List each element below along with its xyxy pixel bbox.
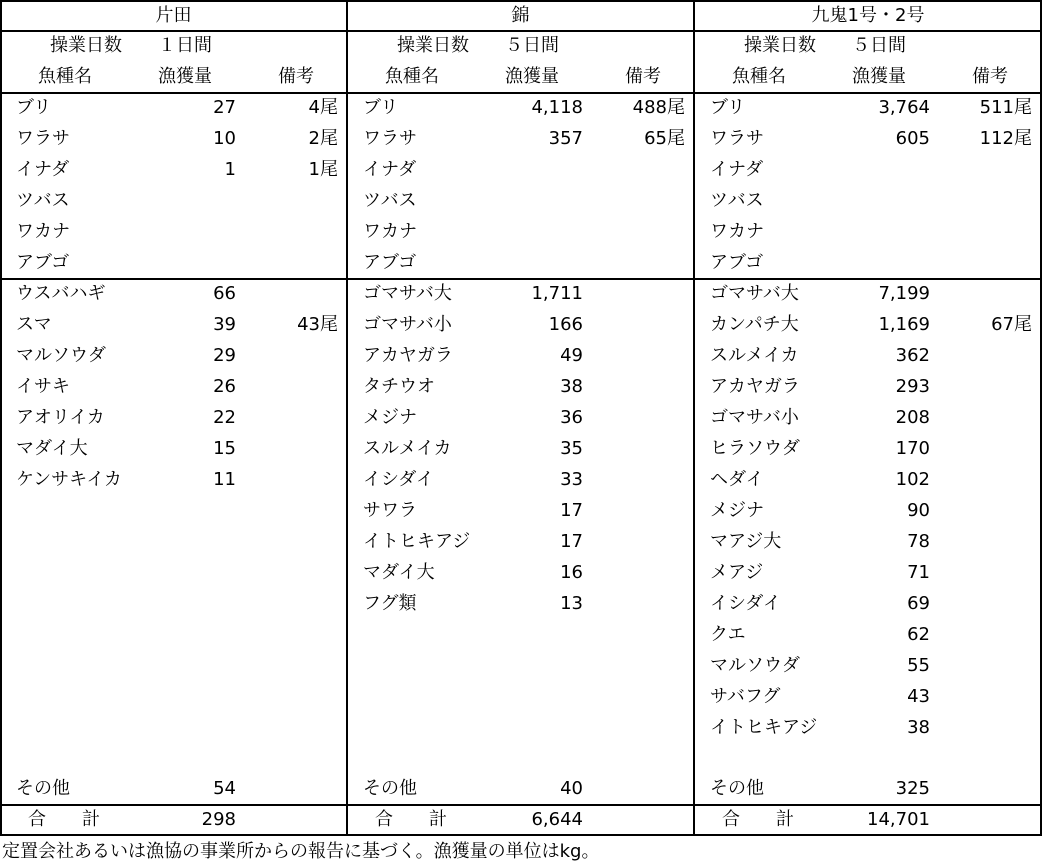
catch-value: 1,169 — [878, 314, 930, 335]
catch-value: 22 — [213, 407, 236, 428]
catch-value: 69 — [907, 593, 930, 614]
species-name: カンパチ大 — [710, 314, 799, 335]
species-name: ゴマサバ大 — [363, 283, 452, 304]
catch-value: 102 — [895, 469, 930, 490]
species-name: タチウオ — [363, 376, 435, 397]
catch-value: 71 — [907, 562, 930, 583]
species-name: ツバス — [710, 190, 764, 211]
species-name: ブリ — [363, 97, 399, 118]
species-name: ヘダイ — [710, 469, 764, 490]
species-name: ゴマサバ小 — [363, 314, 452, 335]
species-name: スルメイカ — [363, 438, 452, 459]
species-name: アオリイカ — [16, 407, 105, 428]
catch-value: 16 — [560, 562, 583, 583]
species-name: イシダイ — [363, 469, 434, 490]
catch-value: 170 — [895, 438, 930, 459]
catch-value: 29 — [213, 345, 236, 366]
species-name: ウスバハギ — [16, 283, 106, 304]
catch-value: 78 — [907, 531, 930, 552]
species-name: メジナ — [363, 407, 417, 428]
catch-value: 33 — [560, 469, 583, 490]
species-name: ワラサ — [363, 128, 417, 149]
note-value: 2尾 — [308, 128, 338, 149]
species-name: イトヒキアジ — [710, 717, 818, 738]
catch-value-other: 325 — [895, 778, 930, 799]
catch-value: 17 — [560, 500, 583, 521]
catch-value: 55 — [907, 655, 930, 676]
total-catch: 6,644 — [531, 809, 583, 830]
note-value: 511尾 — [979, 97, 1032, 118]
location-panel — [0, 0, 347, 834]
note-value: 4尾 — [308, 97, 338, 118]
species-name: メアジ — [710, 562, 764, 583]
catch-value: 39 — [213, 314, 236, 335]
catch-value: 35 — [560, 438, 583, 459]
catch-value: 38 — [907, 717, 930, 738]
note-value: 1尾 — [308, 159, 338, 180]
footnote: 定置会社あるいは漁協の事業所からの報告に基づく。漁獲量の単位はkg。 — [2, 841, 600, 862]
catch-value-other: 54 — [213, 778, 236, 799]
species-name: ワカナ — [16, 221, 70, 242]
location-title: 錦 — [511, 5, 530, 26]
species-name: ケンサキイカ — [16, 469, 122, 490]
operating-days-value: ５日間 — [852, 35, 906, 56]
species-name: アカヤガラ — [710, 376, 800, 397]
note-value: 112尾 — [979, 128, 1032, 149]
catch-value: 7,199 — [878, 283, 930, 304]
species-name: イナダ — [363, 159, 417, 180]
catch-value: 26 — [213, 376, 236, 397]
species-name: アブゴ — [363, 252, 417, 273]
species-name: イナダ — [16, 159, 70, 180]
column-header-note: 備考 — [278, 66, 314, 87]
catch-value: 10 — [213, 128, 236, 149]
catch-value: 357 — [548, 128, 583, 149]
species-name: ツバス — [16, 190, 70, 211]
operating-days-value: １日間 — [158, 35, 212, 56]
column-header-species: 魚種名 — [732, 66, 786, 87]
species-name: ワラサ — [710, 128, 764, 149]
catch-value: 90 — [907, 500, 930, 521]
species-name: ゴマサバ小 — [710, 407, 799, 428]
column-header-note: 備考 — [972, 66, 1008, 87]
note-value: 67尾 — [991, 314, 1032, 335]
catch-value: 17 — [560, 531, 583, 552]
total-catch: 14,701 — [867, 809, 930, 830]
species-name: ブリ — [710, 97, 746, 118]
catch-value: 166 — [548, 314, 583, 335]
total-label: 合 計 — [28, 809, 100, 830]
catch-value: 1 — [224, 159, 236, 180]
catch-value-other: 40 — [560, 778, 583, 799]
catch-value: 362 — [895, 345, 930, 366]
column-header-catch: 漁獲量 — [505, 66, 559, 87]
species-name: メジナ — [710, 500, 764, 521]
note-value: 65尾 — [644, 128, 685, 149]
catch-value: 4,118 — [531, 97, 583, 118]
species-name: サバフグ — [710, 686, 781, 707]
catch-value: 43 — [907, 686, 930, 707]
species-name: マルソウダ — [16, 345, 106, 366]
species-name: ワカナ — [363, 221, 417, 242]
catch-value: 3,764 — [878, 97, 930, 118]
column-header-species: 魚種名 — [38, 66, 92, 87]
species-name: マアジ大 — [710, 531, 782, 552]
location-title: 片田 — [155, 5, 192, 26]
species-name: アブゴ — [710, 252, 764, 273]
catch-value: 605 — [895, 128, 930, 149]
catch-value: 11 — [213, 469, 236, 490]
column-header-species: 魚種名 — [385, 66, 439, 87]
catch-value: 293 — [895, 376, 930, 397]
species-name: イナダ — [710, 159, 764, 180]
species-name: ヒラソウダ — [710, 438, 800, 459]
species-name: イサキ — [16, 376, 70, 397]
species-name: サワラ — [363, 500, 417, 521]
catch-value: 27 — [213, 97, 236, 118]
species-name: スマ — [16, 314, 52, 335]
total-label: 合 計 — [722, 809, 794, 830]
operating-days-label: 操業日数 — [744, 35, 816, 56]
operating-days-label: 操業日数 — [397, 35, 469, 56]
catch-value: 66 — [213, 283, 236, 304]
note-value: 43尾 — [297, 314, 338, 335]
operating-days-label: 操業日数 — [50, 35, 122, 56]
species-name: マダイ大 — [363, 562, 435, 583]
catch-value: 208 — [895, 407, 930, 428]
column-header-catch: 漁獲量 — [852, 66, 906, 87]
note-value: 488尾 — [632, 97, 685, 118]
species-name: ワカナ — [710, 221, 764, 242]
total-catch: 298 — [201, 809, 236, 830]
catch-value: 49 — [560, 345, 583, 366]
species-name-other: その他 — [363, 778, 417, 799]
location-panel — [347, 0, 694, 834]
catch-value: 1,711 — [531, 283, 583, 304]
operating-days-value: ５日間 — [505, 35, 559, 56]
catch-value: 13 — [560, 593, 583, 614]
catch-value: 38 — [560, 376, 583, 397]
species-name: ブリ — [16, 97, 52, 118]
column-header-note: 備考 — [625, 66, 661, 87]
catch-value: 62 — [907, 624, 930, 645]
species-name: クエ — [710, 624, 746, 645]
species-name: アカヤガラ — [363, 345, 453, 366]
species-name: マダイ大 — [16, 438, 88, 459]
column-header-catch: 漁獲量 — [158, 66, 212, 87]
location-title: 九鬼1号・2号 — [811, 5, 925, 26]
species-name-other: その他 — [710, 778, 764, 799]
species-name: ツバス — [363, 190, 417, 211]
species-name: イシダイ — [710, 593, 781, 614]
species-name: フグ類 — [363, 593, 417, 614]
species-name: アブゴ — [16, 252, 70, 273]
total-label: 合 計 — [375, 809, 447, 830]
location-panel — [694, 0, 1042, 834]
catch-value: 15 — [213, 438, 236, 459]
species-name: ワラサ — [16, 128, 70, 149]
species-name: ゴマサバ大 — [710, 283, 799, 304]
species-name: イトヒキアジ — [363, 531, 471, 552]
species-name-other: その他 — [16, 778, 70, 799]
species-name: マルソウダ — [710, 655, 800, 676]
species-name: スルメイカ — [710, 345, 799, 366]
catch-value: 36 — [560, 407, 583, 428]
